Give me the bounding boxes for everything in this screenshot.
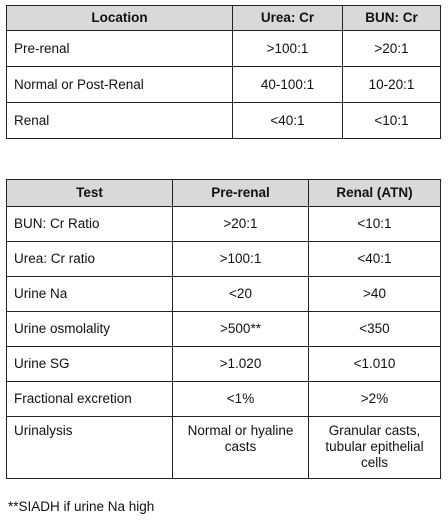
row-label: Pre-renal: [7, 31, 233, 67]
table-row: [7, 277, 441, 312]
table-row: [7, 382, 441, 417]
table-header-row: [7, 180, 441, 207]
header-location: Location: [7, 6, 233, 31]
table-row: [7, 67, 441, 103]
header-renal-atn: Renal (ATN): [309, 180, 441, 207]
header-bun-cr: BUN: Cr: [343, 6, 441, 31]
test-name: Urine SG: [7, 347, 173, 382]
renal-value: <40:1: [309, 242, 441, 277]
pre-renal-value: >1.020: [173, 347, 309, 382]
table-row: [7, 347, 441, 382]
renal-value: >2%: [309, 382, 441, 417]
pre-renal-value: Normal or hyaline casts: [173, 417, 309, 479]
test-name: BUN: Cr Ratio: [7, 207, 173, 242]
test-name: Fractional excretion: [7, 382, 173, 417]
header-test: Test: [7, 180, 173, 207]
renal-value: Granular casts, tubular epithelial cells: [309, 417, 441, 479]
test-name: Urine osmolality: [7, 312, 173, 347]
bun-cr-value: <10:1: [343, 103, 441, 139]
urea-creatinine-location-table: [6, 5, 441, 139]
table-row: [7, 31, 441, 67]
bun-cr-value: >20:1: [343, 31, 441, 67]
urea-cr-value: 40-100:1: [233, 67, 343, 103]
renal-value: <10:1: [309, 207, 441, 242]
renal-value: <350: [309, 312, 441, 347]
table-row: [7, 103, 441, 139]
test-name: Urea: Cr ratio: [7, 242, 173, 277]
pre-renal-value: <20: [173, 277, 309, 312]
row-label: Normal or Post-Renal: [7, 67, 233, 103]
prerenal-vs-renal-test-table: [6, 179, 441, 479]
pre-renal-value: >100:1: [173, 242, 309, 277]
table-row: [7, 312, 441, 347]
bun-cr-value: 10-20:1: [343, 67, 441, 103]
header-urea-cr: Urea: Cr: [233, 6, 343, 31]
renal-value: <1.010: [309, 347, 441, 382]
table-row: [7, 207, 441, 242]
urea-cr-value: <40:1: [233, 103, 343, 139]
pre-renal-value: >500**: [173, 312, 309, 347]
row-label: Renal: [7, 103, 233, 139]
header-pre-renal: Pre-renal: [173, 180, 309, 207]
table-row: [7, 242, 441, 277]
table-row: [7, 417, 441, 479]
pre-renal-value: <1%: [173, 382, 309, 417]
pre-renal-value: >20:1: [173, 207, 309, 242]
urea-cr-value: >100:1: [233, 31, 343, 67]
footnote: **SIADH if urine Na high: [8, 499, 155, 514]
test-name: Urine Na: [7, 277, 173, 312]
renal-value: >40: [309, 277, 441, 312]
table-header-row: [7, 6, 441, 31]
test-name: Urinalysis: [7, 417, 173, 479]
